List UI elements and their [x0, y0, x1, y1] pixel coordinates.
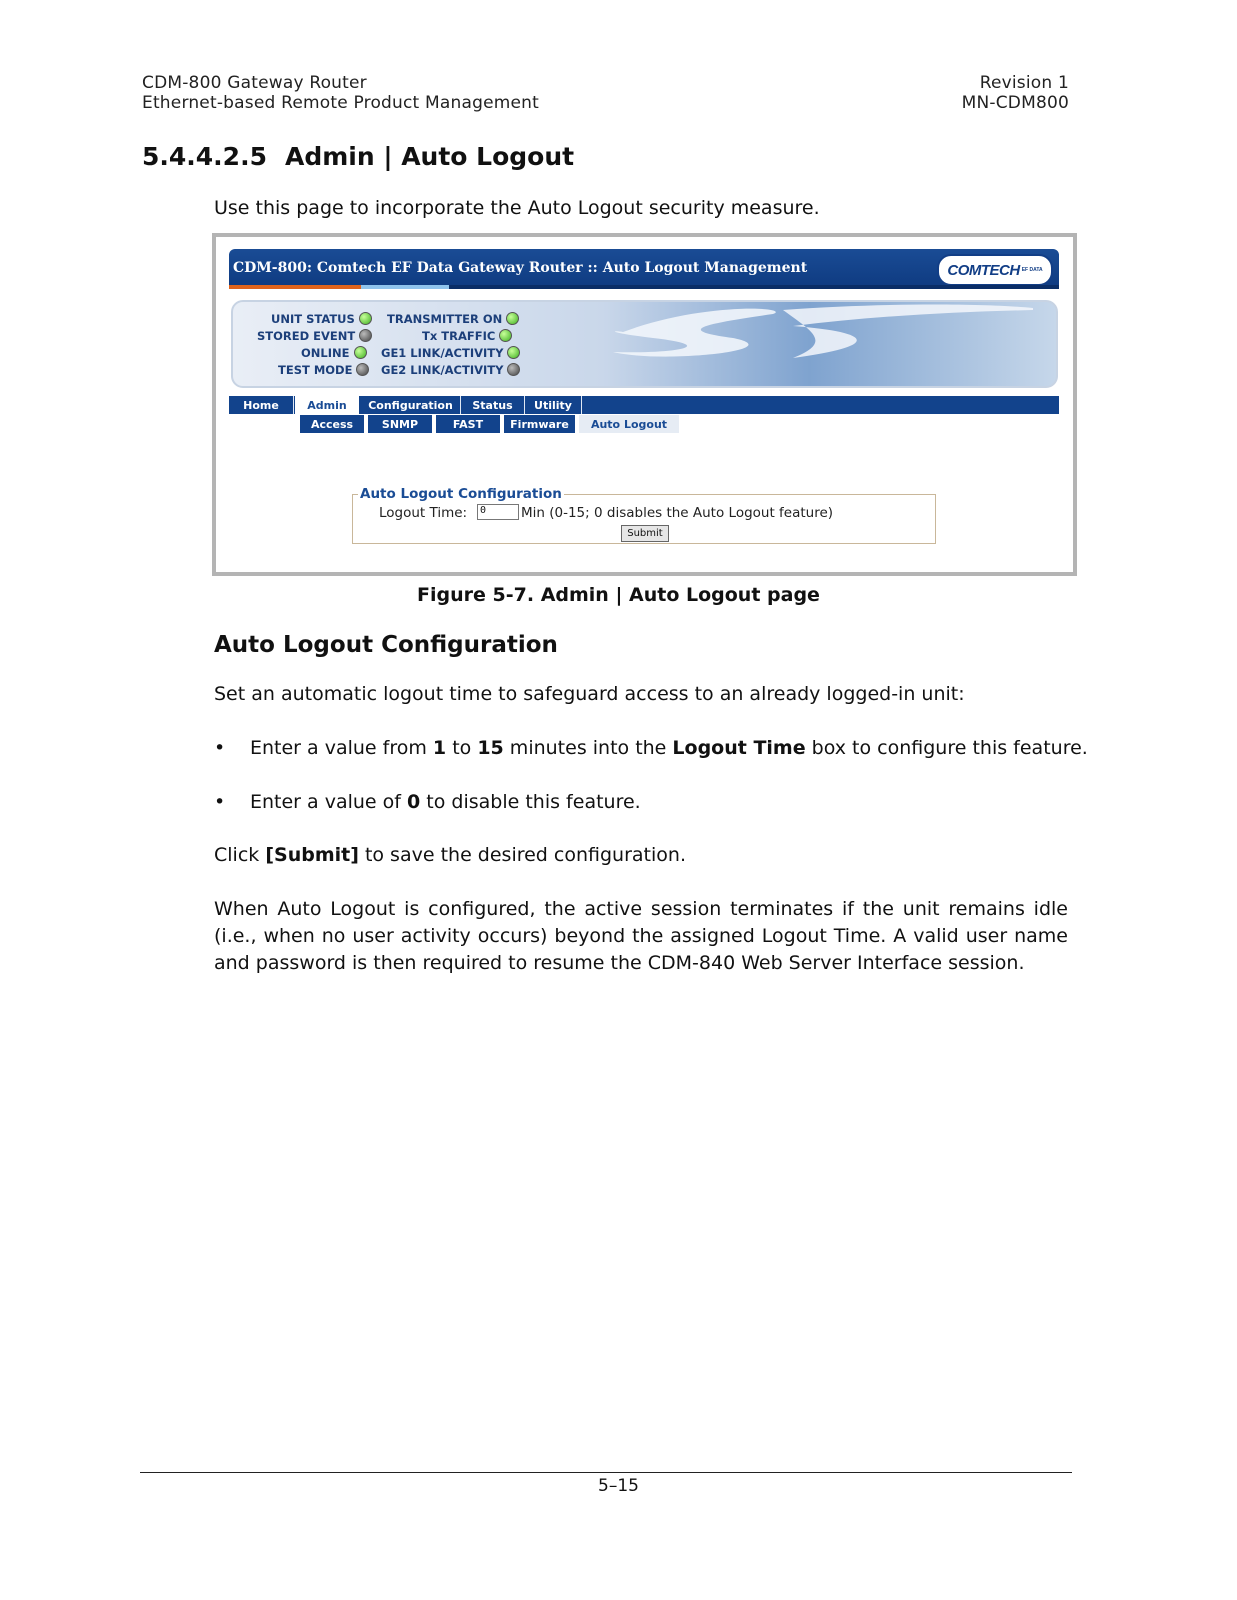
logout-time-label: Logout Time:	[379, 505, 468, 521]
logo-text: COMTECH	[947, 261, 1020, 279]
window-titlebar	[229, 249, 1059, 289]
footer-divider	[140, 1472, 1072, 1473]
paragraph-submit: Click [Submit] to save the desired configuration.	[214, 844, 686, 866]
led-green-icon	[499, 329, 512, 342]
logout-time-input[interactable]: 0	[477, 504, 519, 520]
auto-logout-fieldset	[352, 486, 936, 544]
tab-status[interactable]: Status	[461, 396, 525, 414]
intro-paragraph: Use this page to incorporate the Auto Logout security measure.	[214, 197, 820, 219]
comtech-logo	[937, 254, 1053, 286]
status-panel	[231, 300, 1058, 388]
document-header-right	[962, 73, 1069, 113]
logout-time-hint: Min (0-15; 0 disables the Auto Logout feature)	[521, 505, 834, 521]
figure-caption: Figure 5-7. Admin | Auto Logout page	[417, 584, 820, 606]
submit-button[interactable]: Submit	[621, 525, 669, 542]
led-ge1-link: GE1 LINK/ACTIVITY	[381, 344, 520, 361]
section-name: Admin | Auto Logout	[285, 142, 575, 171]
subsection-heading: Auto Logout Configuration	[214, 632, 558, 658]
fieldset-legend: Auto Logout Configuration	[360, 486, 562, 502]
subtab-firmware[interactable]: Firmware	[504, 415, 575, 433]
bullet-icon: •	[214, 737, 226, 759]
main-nav	[229, 396, 1059, 414]
tab-configuration[interactable]: Configuration	[361, 396, 461, 414]
paragraph-intro: Set an automatic logout time to safeguard access to an already logged-in unit:	[214, 683, 965, 705]
subtab-access[interactable]: Access	[300, 415, 364, 433]
header-product: CDM-800 Gateway Router	[142, 73, 367, 93]
led-gray-icon	[359, 329, 372, 342]
led-green-icon	[507, 346, 520, 359]
led-green-icon	[359, 312, 372, 325]
subtab-fast[interactable]: FAST	[436, 415, 500, 433]
led-test-mode: TEST MODE	[278, 361, 369, 378]
led-green-icon	[354, 346, 367, 359]
subtab-auto-logout[interactable]: Auto Logout	[579, 415, 679, 433]
screenshot-figure	[212, 233, 1077, 576]
led-gray-icon	[507, 363, 520, 376]
paragraph-behavior: When Auto Logout is configured, the active session terminates if the unit remains idle (i.e., when no user activity occurs) beyond the assigned Logout Time. A valid user name and password is then required to resume the CDM-840 Web Server Interface session.	[214, 898, 1068, 974]
led-online: ONLINE	[301, 344, 367, 361]
document-header-left	[142, 73, 539, 113]
section-title	[142, 142, 574, 171]
led-tx-traffic: Tx TRAFFIC	[422, 327, 512, 344]
led-transmitter-on: TRANSMITTER ON	[387, 310, 519, 327]
tab-home[interactable]: Home	[229, 396, 294, 414]
led-gray-icon	[356, 363, 369, 376]
header-subtitle: Ethernet-based Remote Product Management	[142, 93, 540, 113]
led-stored-event: STORED EVENT	[257, 327, 372, 344]
led-green-icon	[506, 312, 519, 325]
tab-admin[interactable]: Admin	[295, 396, 359, 414]
tab-utility[interactable]: Utility	[525, 396, 582, 414]
logo-subtext: EF DATA	[1021, 267, 1043, 273]
led-unit-status: UNIT STATUS	[271, 310, 372, 327]
led-ge2-link: GE2 LINK/ACTIVITY	[381, 361, 520, 378]
header-doc-number: MN-CDM800	[961, 93, 1069, 113]
window-title: CDM-800: Comtech EF Data Gateway Router :: Auto Logout Management	[233, 260, 808, 276]
page-number: 5–15	[598, 1476, 639, 1496]
bullet-icon: •	[214, 791, 226, 813]
subtab-snmp[interactable]: SNMP	[368, 415, 432, 433]
header-revision: Revision 1	[979, 73, 1069, 93]
section-number: 5.4.4.2.5	[142, 142, 267, 171]
